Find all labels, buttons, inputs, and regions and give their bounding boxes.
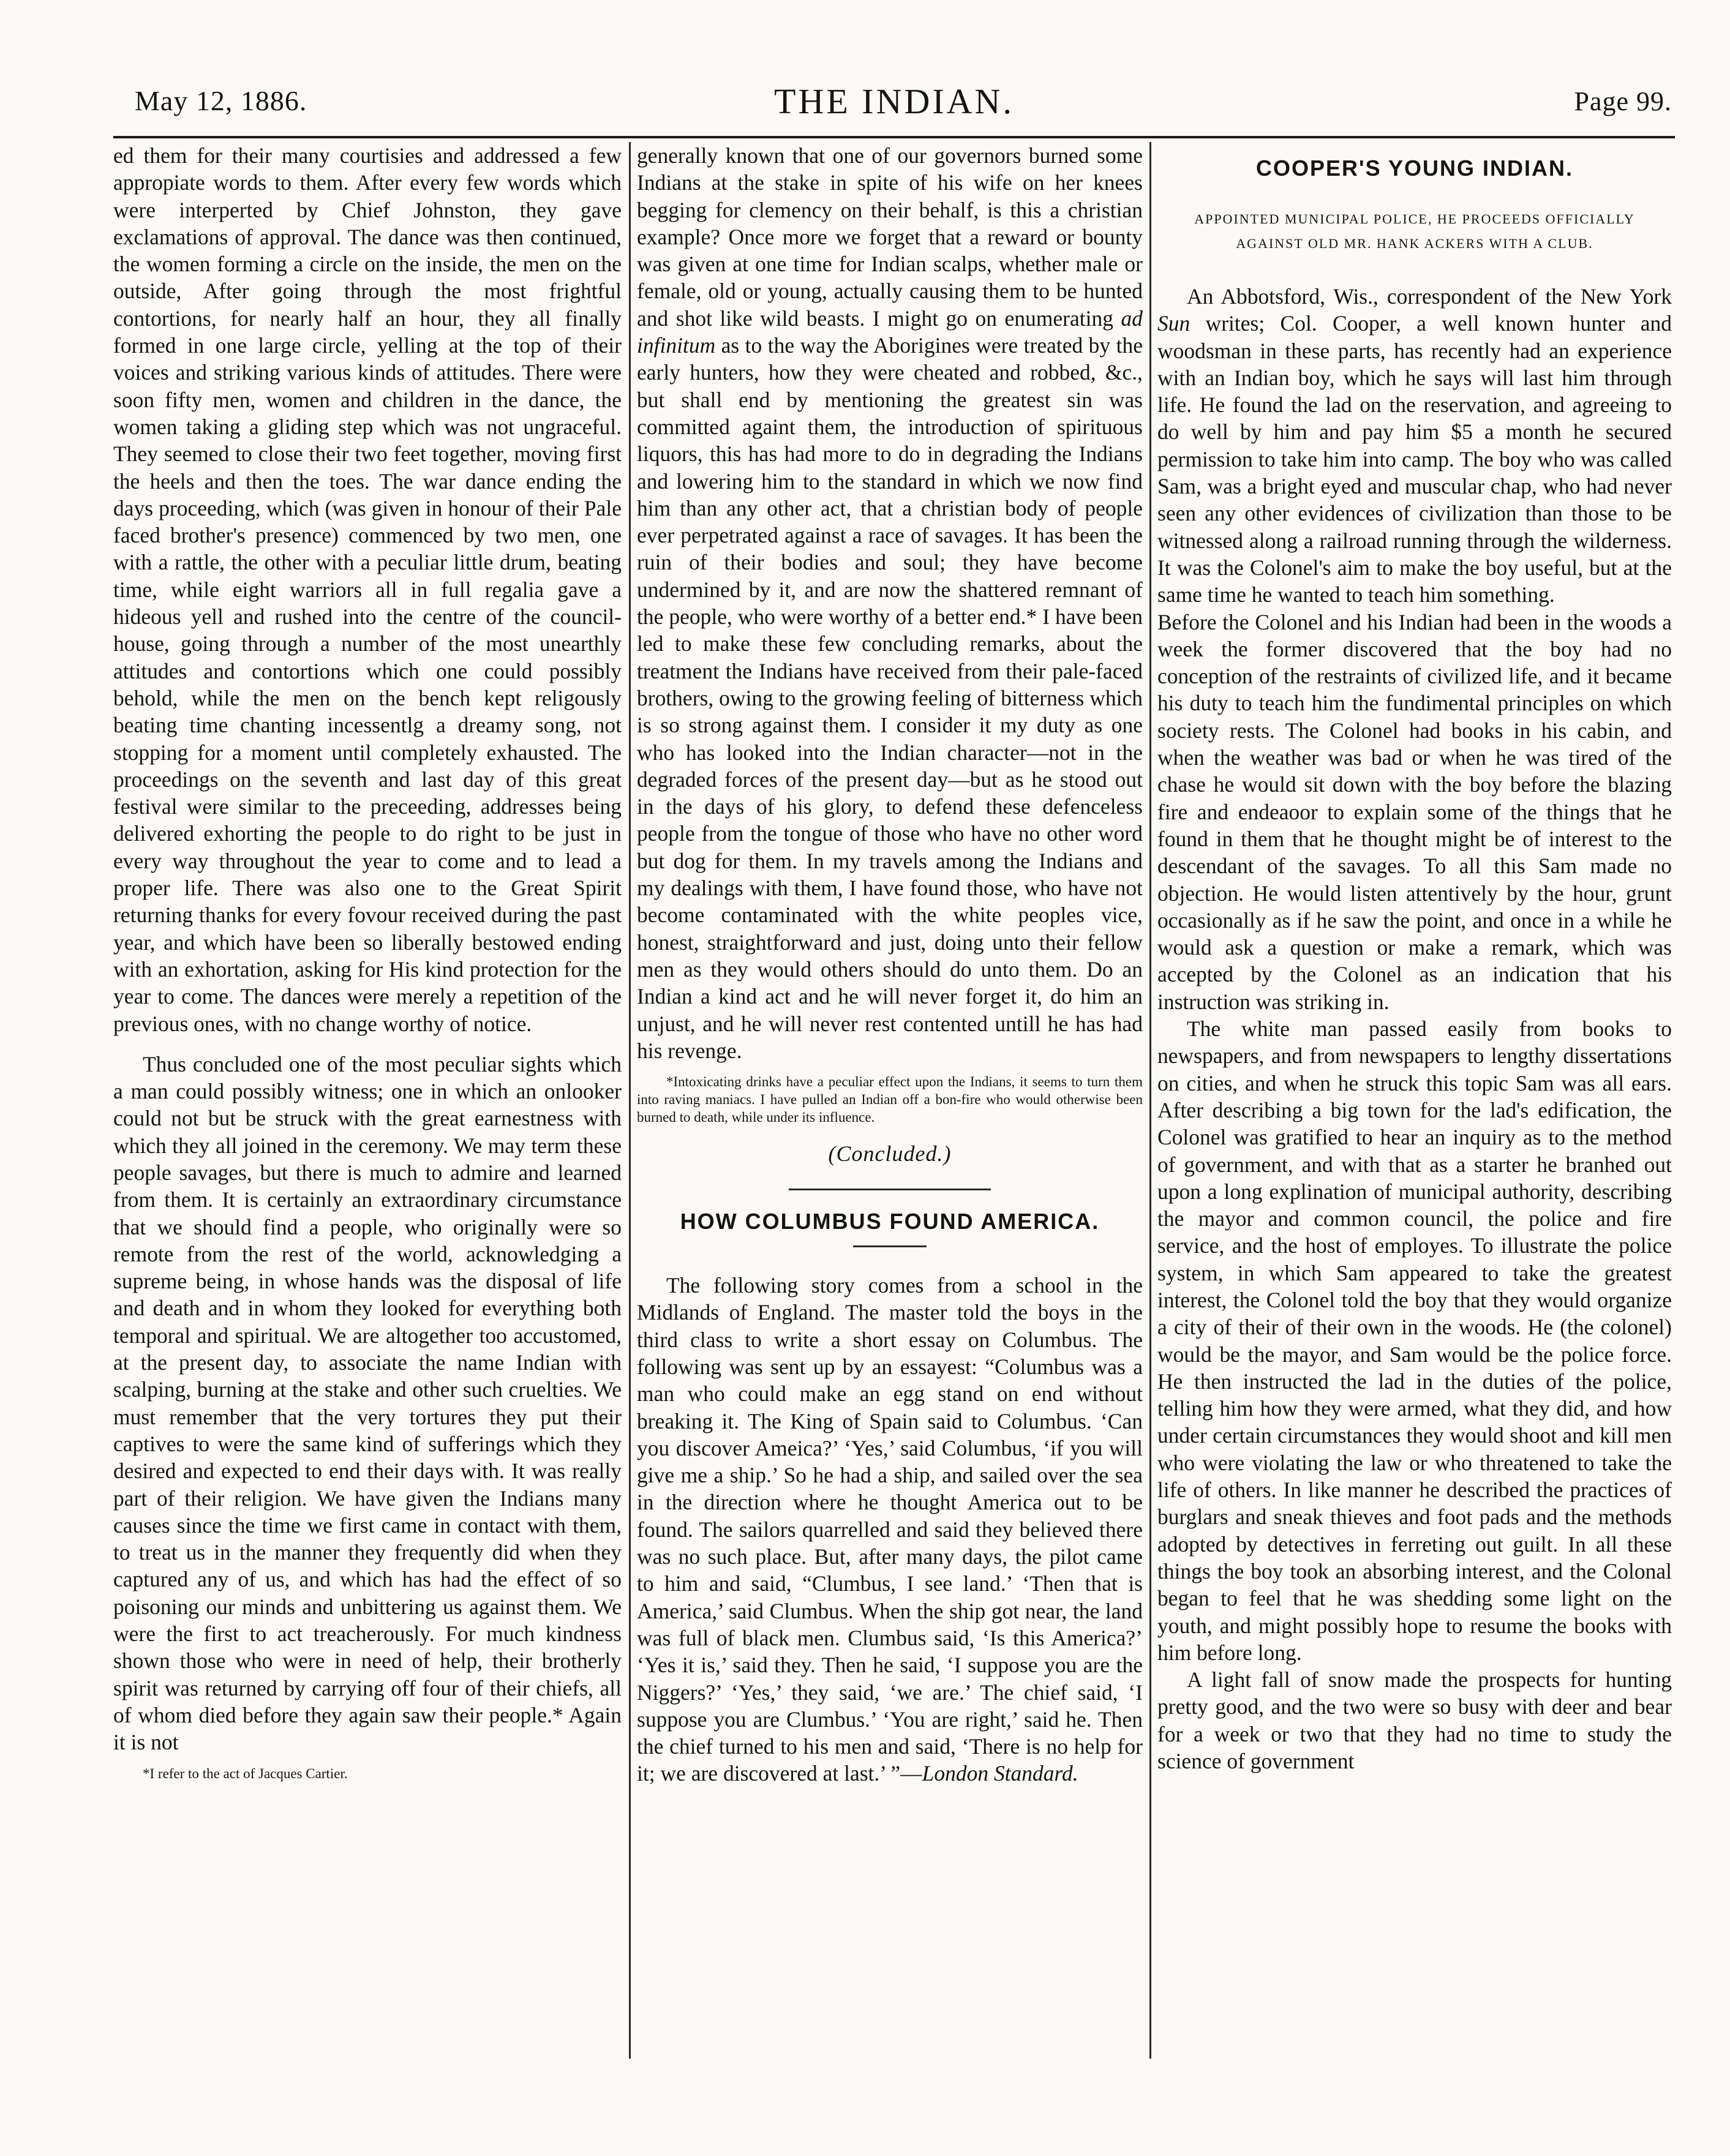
paragraph-text: writes; Col. Cooper, a well known hunter and woodsman in these parts, has recently had an experience with an Indian boy, which he says will last him through life. He found the lad on the reservation, and agreeing to do well by him and pay him $5 a month he secured permission to take him into camp. The boy who was called Sam, was a bright eyed and muscular chap, who had never seen any other evidences of civilization than those to be witnessed along a railroad running through the wilderness. It was the Colonel's aim to make the boy useful, but at the same time he wanted to teach him something. bbox=[1157, 311, 1672, 607]
column-3 bbox=[1157, 142, 1672, 2083]
column-1 bbox=[113, 142, 622, 2083]
masthead bbox=[110, 72, 1678, 131]
source-credit: London Standard. bbox=[922, 1761, 1078, 1786]
paragraph-text: as to the way the Aborigines were treated by the early hunters, how they were cheated and robbed, &c., but shall end by mentioning the greatest sin was committed againt them, the introduction of spirituous liquors, this has had more to do in degrading the Indians and lowering him to the standard in which we now find him than any other act, that a christian body of people ever perpetrated against a race of savages. It has been the ruin of their bodies and soul; they have become undermined by it, and are now the shattered remnant of the people, who were worthy of a better end.* I have been led to make these few concluding remarks, about the treatment the Indians have received from their pale-faced brothers, owing to the growing feeling of bitterness which is so strong against them. I consider it my duty as one who has looked into the Indian character—not in the degraded forces of the present day—but as he stood out in the days of his glory, to defend these defenceless people from the tongue of those who have no other word but dog for them. In my travels among the Indians and my dealings with them, I have found those, who have not become contaminated with the white peoples vice, honest, straightforward and just, doing unto their fellow men as they would others should do unto them. Do an Indian a kind act and he will never forget it, do him an unjust, and he will never rest contented untill he has had his revenge. bbox=[637, 333, 1143, 1063]
article-paragraph: Thus concluded one of the most peculiar sights which a man could possibly witness; one in which an onlooker could not but be struck with the great earnestness with which they all joined in the ceremony. We may term these people savages, but there is much to admire and learned from them. It is certainly an extraordinary circumstance that we should find a people, who originally were so remote from the rest of the world, acknowledging a supreme being, in whose hands was the disposal of life and death and in whom they looked for everything both temporal and spiritual. We are altogether too accustomed, at the present day, to associate the name Indian with scalping, burning at the stake and other such cruelties. We must remember that the very tortures they put their captives to were the same kind of sufferings which they desired and expected to end their days with. It was really part of their religion. We have given the Indians many causes since the time we first came in contact with them, to treat us in the manner they frequently did when they captured any of us, and which has had the effect of so poisoning our minds and unbittering us against them. We were the first to act treacherously. For much kindness shown those who were in need of help, their brotherly spirit was returned by carrying off four of their chiefs, all of whom died before they again saw their people.* Again it is not bbox=[113, 1051, 622, 1755]
latin-phrase: ad infinitum bbox=[637, 306, 1143, 358]
article-paragraph: The white man passed easily from books to newspapers, and from newspapers to lengthy dissertations on cities, and when he struck this topic Sam was all ears. After describing a big town for the lad's edification, the Colonel was gratified to hear an inquiry as to the method of government, and with that as a starter he branhed out upon a long explination of municipal authority, describing the mayor and common council, the police and fire service, and the host of employes. To illustrate the police system, in which Sam appeared to take the greatest interest, the Colonel told the boy that they would organize a city of their of their own in the woods. He (the colonel) would be the mayor, and Sam would be the police force. He then instructed the lad in the duties of the police, telling him how they were armed, what they did, and how under certain circumstances they would shoot and kill men who were violating the law or who threatened to take the life of others. In like manner he described the practices of burglars and sneak thieves and foot pads and the methods adopted by detectives in ferreting out guilt. In all these things the boy took an absorbing interest, and the Colonal began to feel that he was shedding some light on the youth, and might possibly hope to resume the books with him before long. bbox=[1157, 1016, 1672, 1665]
newspaper-title: THE INDIAN. bbox=[774, 81, 1014, 121]
heading-rule bbox=[853, 1245, 927, 1247]
cooper-heading: COOPER'S YOUNG INDIAN. bbox=[1256, 156, 1573, 181]
article-paragraph: A light fall of snow made the prospects for hunting pretty good, and the two were so busy with deer and bear for a week or two that they had no time to study the science of government bbox=[1157, 1667, 1672, 1774]
paragraph-text: generally known that one of our governors burned some Indians at the stake in spite of his wife on her knees begging for clemency on their behalf, is this a christian example? Once more we forget that a reward or bounty was given at one time for Indian scalps, whether male or female, old or young, actually causing them to be hunted and shot like wild beasts. I might go on enumerating bbox=[637, 143, 1143, 331]
column-divider-1 bbox=[629, 142, 631, 2059]
article-paragraph: ed them for their many courtisies and addressed a few appropiate words to them. After every few words which were interperted by Chief Johnston, they gave exclamations of approval. The dance was then continued, the women forming a circle on the inside, the men on the outside, After going through the most frightful contortions, for nearly half an hour, they all finally formed in one large circle, yelling at the top of their voices and striking various kinds of attitudes. There were soon fifty men, women and children in the dance, the women taking a gliding step which was not ungraceful. They seemed to close their two feet together, moving first the heels and then the toes. The war dance ending the days proceeding, which (was given in honour of their Pale faced brother's presence) commenced by two men, one with a rattle, the other with a peculiar little drum, beating time, while eight warriors all in full regalia gave a hideous yell and rushed into the centre of the council-house, going through a number of the most unearthly attitudes and contortions which one could possibly behold, while the men on the bench kept religously beating time chanting incessentlg a dreamy song, not stopping for a moment until completely exhausted. The proceedings on the seventh and last day of this great festival were similar to the preceeding, addresses being delivered exhorting the people to do right to be just in every way throughout the year to come and to lead a proper life. There was also one to the Great Spirit returning thanks for every fovour received during the past year, and which have been so liberally bestowed ending with an exhortation, asking for His kind protection for the year to come. The dances were merely a repetition of the previous ones, with no change worthy of notice. bbox=[113, 143, 622, 1036]
columbus-heading: HOW COLUMBUS FOUND AMERICA. bbox=[680, 1209, 1100, 1234]
column-divider-2 bbox=[1149, 142, 1151, 2059]
footnote: *I refer to the act of Jacques Cartier. bbox=[143, 1765, 348, 1781]
article-paragraph: Before the Colonel and his Indian had been in the woods a week the former discovered that the boy had no conception of the restraints of civilized life, and it became his duty to teach him the fundimental principles on which society rests. The Colonel had books in his cabin, and when the weather was bad or when he was tired of the chase he would sit down with the boy before the blazing fire and endeaoor to explain some of the things that he found in them that he thought might be of interest to the descendant of the savages. To all this Sam made no objection. He would listen attentively by the hour, grunt occasionally as if he saw the point, and once in a while he would ask a question or make a remark, which was accepted by the Colonel as an indication that his instruction was striking in. bbox=[1157, 609, 1672, 1014]
masthead-rule bbox=[113, 136, 1675, 138]
concluded-note: (Concluded.) bbox=[828, 1141, 952, 1166]
paragraph-text: The following story comes from a school in the Midlands of England. The master told the boys in the third class to write a short essay on Columbus. The following was sent up by an essayest: “Columbus was a man who could make an egg stand on end without breaking it. The King of Spain said to Columbus. ‘Can you discover Ameica?’ ‘Yes,’ said Columbus, ‘if you will give me a ship.’ So he had a ship, and sailed over the sea in the direction where he thought America out to be found. The sailors quarrelled and said they believed there was no such place. But, after many days, the pilot came to him and said, “Clumbus, I see land.’ ‘Then that is America,’ said Clumbus. When the ship got near, the land was full of black men. Clumbus said, ‘Is this America?’ ‘Yes it is,’ said they. Then he said, ‘I suppose you are the Niggers?’ ‘Yes,’ they said, ‘we are.’ The chief said, ‘I suppose you are Clumbus.’ ‘You are right,’ said he. Then the chief turned to his men and said, ‘There is no help for it; we are discovered at last.’ ”— bbox=[637, 1273, 1143, 1786]
newspaper-name: Sun bbox=[1157, 311, 1190, 336]
section-separator bbox=[789, 1189, 991, 1190]
article-paragraph bbox=[637, 1272, 1143, 1787]
footnote: *Intoxicating drinks have a peculiar effect upon the Indians, it seems to turn them into raving maniacs. I have pulled an Indian off a bon-fire who would otherwise been burned to death, while under its influence. bbox=[637, 1074, 1143, 1125]
article-paragraph bbox=[1157, 283, 1672, 609]
article-paragraph bbox=[637, 142, 1143, 1064]
issue-date: May 12, 1886. bbox=[135, 85, 307, 116]
column-2 bbox=[637, 142, 1143, 2083]
subheading: APPOINTED MUNICIPAL POLICE, HE PROCEEDS OFFICIALLY AGAINST OLD MR. HANK ACKERS WITH A CLUB. bbox=[1194, 211, 1635, 251]
paragraph-text: An Abbotsford, Wis., correspondent of the New York bbox=[1187, 284, 1672, 309]
page-number: Page 99. bbox=[1574, 86, 1672, 116]
